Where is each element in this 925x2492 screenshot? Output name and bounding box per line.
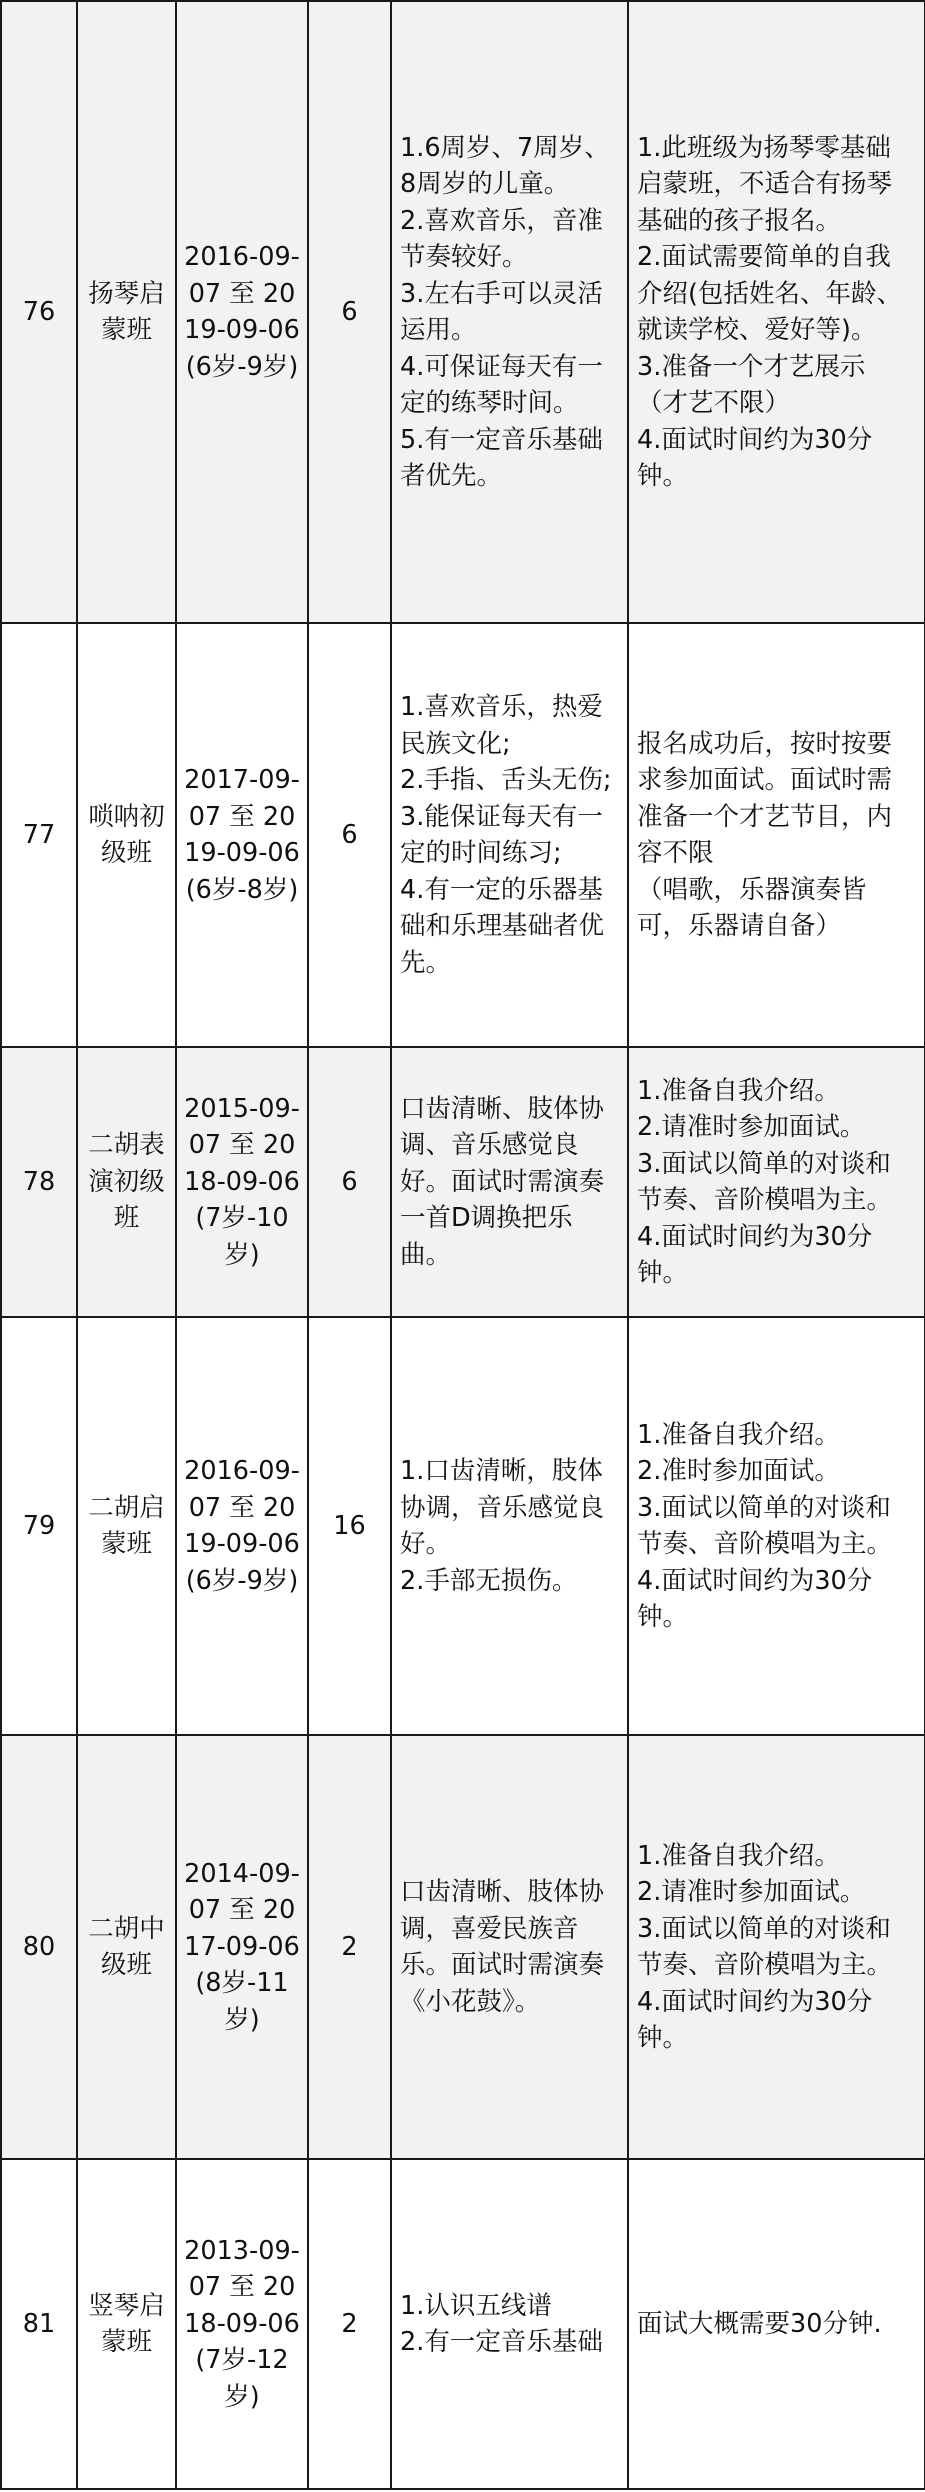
note-line: 面试大概需要30分钟. (637, 2308, 882, 2339)
requirements-cell (391, 1317, 628, 1735)
requirement-line: 2.手指、舌头无伤; (400, 765, 612, 795)
note-line: 3.准备一个才艺展示（才艺不限） (637, 351, 866, 418)
enrollment-count: 6 (308, 623, 391, 1047)
requirement-line: 5.有一定音乐基础者优先。 (400, 424, 603, 491)
note-line: 4.面试时间约为30分钟。 (637, 1221, 873, 1288)
enrollment-count: 2 (308, 1735, 391, 2159)
note-line: 3.面试以简单的对谈和节奏、音阶模唱为主。 (637, 1148, 893, 1215)
age-range: 2016-09-07 至 2019-09-06(6岁-9岁) (176, 1, 308, 623)
class-number: 80 (1, 1735, 77, 2159)
class-number: 79 (1, 1317, 77, 1735)
requirement-line: 1.喜欢音乐，热爱民族文化; (400, 692, 603, 759)
note-line: 2.准时参加面试。 (637, 1456, 840, 1486)
note-line: 1.此班级为扬琴零基础启蒙班，不适合有扬琴基础的孩子报名。 (637, 132, 893, 236)
class-number: 78 (1, 1047, 77, 1317)
requirements-cell (391, 623, 628, 1047)
note-line: 2.面试需要简单的自我介绍(包括姓名、年龄、就读学校、爱好等)。 (637, 242, 902, 345)
notes-cell (628, 1, 925, 623)
note-line: （唱歌，乐器演奏皆可，乐器请自备） (637, 874, 867, 941)
requirement-line: 1.认识五线谱 (400, 2290, 552, 2321)
class-number: 81 (1, 2159, 77, 2489)
table-row (1, 1, 925, 623)
enrollment-count: 2 (308, 2159, 391, 2489)
table-row (1, 1735, 925, 2159)
age-range: 2014-09-07 至 2017-09-06(8岁-11岁) (176, 1735, 308, 2159)
class-name: 唢呐初级班 (77, 623, 176, 1047)
requirement-line: 4.有一定的乐器基础和乐理基础者优先。 (400, 874, 605, 978)
notes-cell (628, 2159, 925, 2489)
requirement-line: 4.可保证每天有一定的练琴时间。 (400, 351, 603, 418)
requirement-line: 2.手部无损伤。 (400, 1565, 578, 1596)
table-row (1, 1047, 925, 1317)
notes-cell (628, 1735, 925, 2159)
enrollment-count: 6 (308, 1047, 391, 1317)
requirements-cell (391, 1047, 628, 1317)
class-number: 77 (1, 623, 77, 1047)
notes-cell (628, 1317, 925, 1735)
note-line: 报名成功后，按时按要求参加面试。面试时需准备一个才艺节目，内容不限 (637, 728, 893, 868)
notes-cell (628, 623, 925, 1047)
requirement-line: 3.左右手可以灵活运用。 (400, 278, 603, 345)
table-row (1, 623, 925, 1047)
note-line: 1.准备自我介绍。 (637, 1419, 840, 1450)
note-line: 3.面试以简单的对谈和节奏、音阶模唱为主。 (637, 1913, 893, 1980)
requirement-line: 2.喜欢音乐，音准节奏较好。 (400, 205, 603, 272)
enrollment-count: 6 (308, 1, 391, 623)
class-number: 76 (1, 1, 77, 623)
class-name: 竖琴启蒙班 (77, 2159, 176, 2489)
age-range: 2017-09-07 至 2019-09-06(6岁-8岁) (176, 623, 308, 1047)
class-name: 二胡启蒙班 (77, 1317, 176, 1735)
requirement-line: 3.能保证每天有一定的时间练习; (400, 801, 603, 868)
table-row (1, 2159, 925, 2489)
requirement-line: 口齿清晰、肢体协调，喜爱民族音乐。面试时需演奏《小花鼓》。 (400, 1877, 605, 2017)
note-line: 1.准备自我介绍。 (637, 1840, 840, 1871)
requirement-line: 1.6周岁、7周岁、8周岁的儿童。 (400, 132, 610, 199)
note-line: 4.面试时间约为30分钟。 (637, 1565, 873, 1632)
note-line: 2.请准时参加面试。 (637, 1112, 866, 1142)
requirements-cell (391, 1735, 628, 2159)
age-range: 2016-09-07 至 2019-09-06(6岁-9岁) (176, 1317, 308, 1735)
notes-cell (628, 1047, 925, 1317)
table-row (1, 1317, 925, 1735)
age-range: 2013-09-07 至 2018-09-06(7岁-12岁) (176, 2159, 308, 2489)
note-line: 4.面试时间约为30分钟。 (637, 1986, 873, 2053)
age-range: 2015-09-07 至 2018-09-06(7岁-10岁) (176, 1047, 308, 1317)
enrollment-count: 16 (308, 1317, 391, 1735)
requirement-line: 1.口齿清晰，肢体协调，音乐感觉良好。 (400, 1456, 605, 1559)
requirements-cell (391, 1, 628, 623)
requirement-line: 2.有一定音乐基础 (400, 2327, 603, 2357)
requirement-line: 口齿清晰、肢体协调、音乐感觉良好。面试时需演奏一首D调换把乐曲。 (400, 1093, 605, 1270)
class-name: 二胡中级班 (77, 1735, 176, 2159)
note-line: 2.请准时参加面试。 (637, 1877, 866, 1907)
class-name: 二胡表演初级班 (77, 1047, 176, 1317)
class-name: 扬琴启蒙班 (77, 1, 176, 623)
note-line: 1.准备自我介绍。 (637, 1075, 840, 1106)
requirements-cell (391, 2159, 628, 2489)
note-line: 3.面试以简单的对谈和节奏、音阶模唱为主。 (637, 1492, 893, 1559)
note-line: 4.面试时间约为30分钟。 (637, 424, 873, 491)
